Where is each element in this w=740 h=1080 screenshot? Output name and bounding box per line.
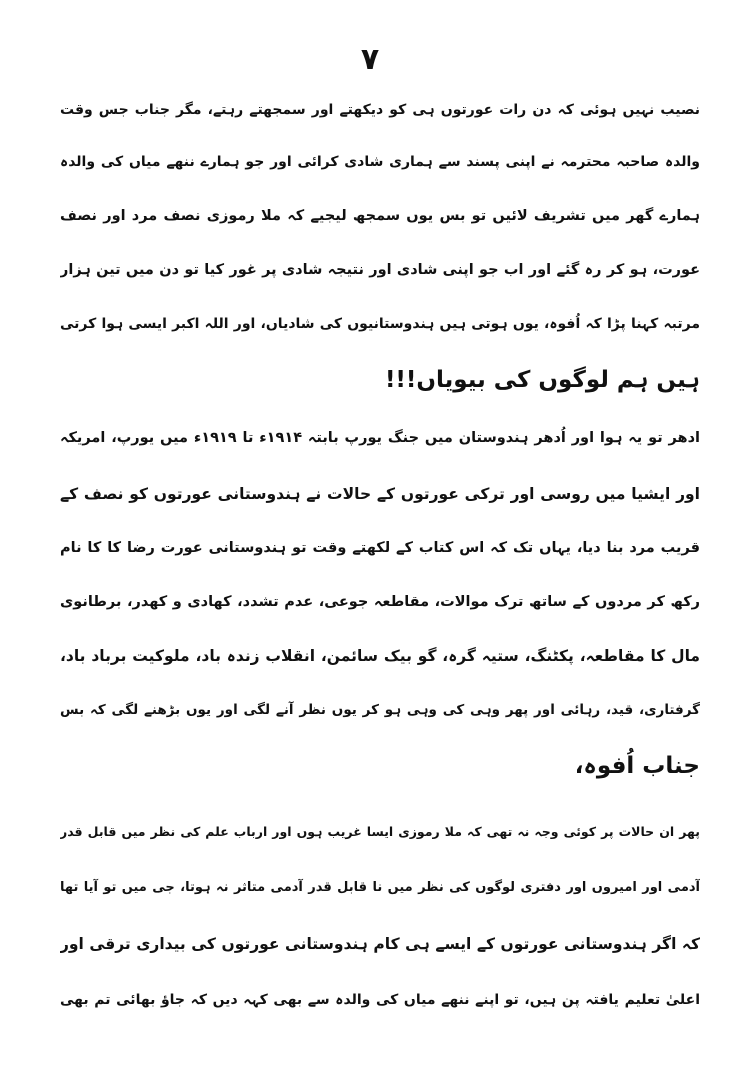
text-line: جناب اُفوہ، — [574, 753, 700, 779]
text-line: والدہ صاحبہ محترمہ نے اپنی پسند سے ہماری شادی کرائی اور جو ہمارے ننھے میاں کی والدہ — [60, 154, 700, 170]
text-line: ہیں ہم لوگوں کی بیویاں!!! — [384, 367, 700, 393]
paragraph-2 — [60, 416, 700, 796]
text-line: گرفتاری، قید، رہائی اور پھر وہی کی وہی ہو کر یوں نظر آنے لگی اور یوں بڑھنے لگی کہ بس — [60, 702, 700, 718]
text-line: اور ایشیا میں روسی اور ترکی عورتوں کے حالات نے ہندوستانی عورتوں کو نصف کے — [60, 485, 700, 503]
text-line: عورت، ہو کر رہ گئے اور اب جو اپنی شادی اور نتیجہ شادی پر غور کیا تو دن میں تین ہزار — [60, 262, 700, 278]
text-line: کہ اگر ہندوستانی عورتوں کے ایسے ہی کام ہندوستانی عورتوں کی بیداری ترقی اور — [60, 935, 700, 953]
text-line: ادھر تو یہ ہوا اور اُدھر ہندوستان میں جنگ یورپ بابتہ ۱۹۱۴ء تا ۱۹۱۹ء میں یورپ، امریکہ — [60, 430, 700, 446]
text-line: اعلیٰ تعلیم یافتہ پن ہیں، تو اپنے ننھے میاں کی والدہ سے بھی کہہ دیں کہ جاؤ بھائی تم بھی — [60, 992, 700, 1008]
page-number: ۷ — [360, 42, 380, 77]
text-line: مال کا مقاطعہ، پکٹنگ، ستیہ گرہ، گو بیک سائمن، انقلاب زندہ باد، ملوکیت برباد باد، — [60, 647, 700, 665]
text-line: نصیب نہیں ہوئی کہ دن رات عورتوں ہی کو دیکھتے اور سمجھتے رہتے، مگر جناب جس وقت — [60, 102, 700, 118]
text-line: مرتبہ کہنا پڑا کہ اُفوہ، یوں ہوتی ہیں ہندوستانیوں کی شادیاں، اور اللہ اکبر ایسی ہوا کرتی — [60, 316, 700, 332]
text-line: پھر ان حالات پر کوئی وجہ نہ تھی کہ ملا رموزی ایسا غریب ہوں اور ارباب علم کی نظر میں قابل قدر — [60, 824, 700, 839]
text-line: آدمی اور امیروں اور دفتری لوگوں کی نظر میں نا قابل قدر آدمی متاثر نہ ہوتا، جی میں تو آیا تھا — [60, 880, 700, 895]
text-line: ہمارے گھر میں تشریف لائیں تو بس یوں سمجھ لیجیے کہ ملا رموزی نصف مرد اور نصف — [60, 208, 700, 224]
text-line: قریب مرد بنا دیا، یہاں تک کہ اس کتاب کے لکھتے وقت تو ہندوستانی عورت رضا کا کا نام — [60, 540, 700, 556]
paragraph-1 — [60, 88, 700, 408]
text-line: رکھ کر مردوں کے ساتھ ترک موالات، مقاطعہ جوعی، عدم تشدد، کھادی و کھدر، برطانوی — [60, 594, 700, 610]
paragraph-3 — [60, 810, 700, 1050]
